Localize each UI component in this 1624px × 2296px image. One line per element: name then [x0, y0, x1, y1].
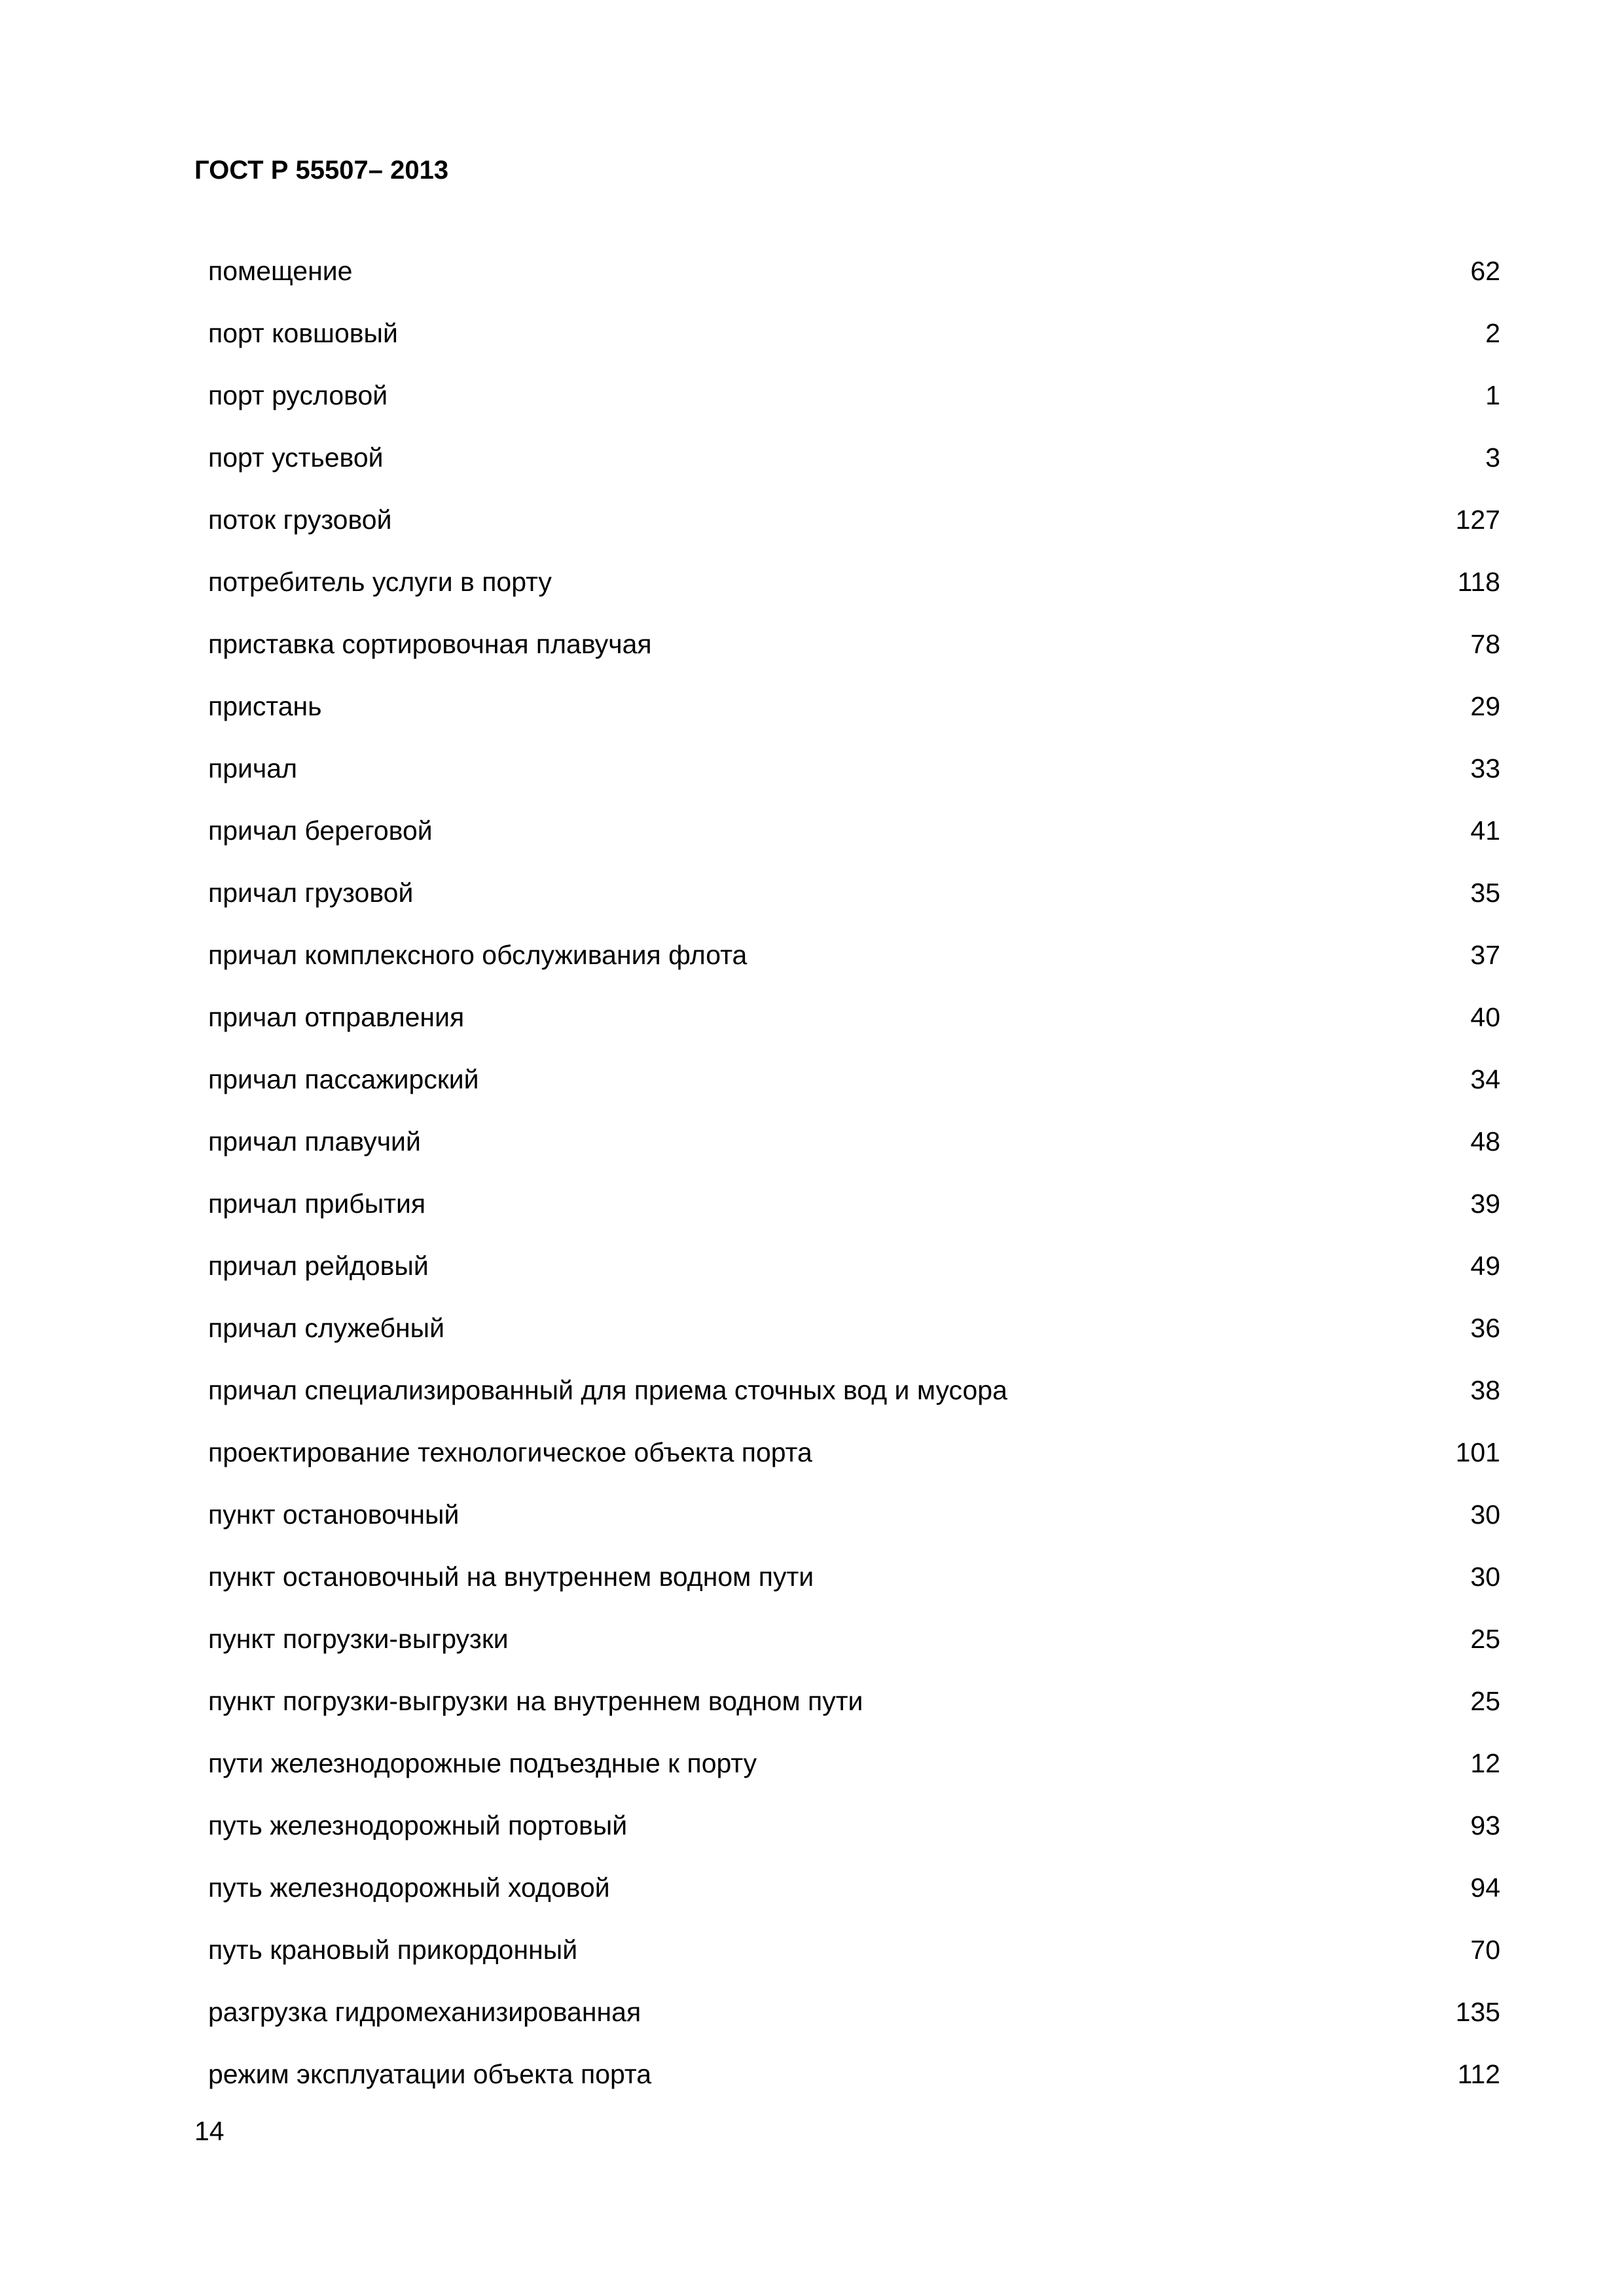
index-reference-number: 3 [1485, 442, 1500, 473]
index-reference-number: 70 [1470, 1934, 1500, 1965]
index-entry [208, 364, 1500, 426]
index-term: порт русловой [208, 380, 388, 410]
index-term: причал прибытия [208, 1188, 426, 1219]
index-entry [208, 550, 1500, 613]
index-entry [208, 986, 1500, 1048]
index-term: приставка сортировочная плавучая [208, 628, 652, 659]
index-reference-number: 48 [1470, 1126, 1500, 1157]
index-entry [208, 1607, 1500, 1670]
index-term: причал служебный [208, 1312, 445, 1343]
index-reference-number: 35 [1470, 877, 1500, 908]
index-entry [208, 613, 1500, 675]
index-entry [208, 1172, 1500, 1234]
index-entry [208, 1048, 1500, 1110]
index-term: причал [208, 753, 297, 783]
index-reference-number: 38 [1470, 1374, 1500, 1405]
index-reference-number: 25 [1470, 1623, 1500, 1654]
index-reference-number: 49 [1470, 1250, 1500, 1281]
index-term: режим эксплуатации объекта порта [208, 2058, 652, 2089]
index-reference-number: 41 [1470, 815, 1500, 846]
index-term: пункт остановочный [208, 1499, 460, 1530]
index-entry [208, 488, 1500, 550]
index-reference-number: 94 [1470, 1872, 1500, 1903]
index-reference-number: 127 [1455, 504, 1500, 535]
index-reference-number: 40 [1470, 1001, 1500, 1032]
index-reference-number: 29 [1470, 691, 1500, 721]
index-term: потребитель услуги в порту [208, 566, 552, 597]
index-term: причал рейдовый [208, 1250, 429, 1281]
index-entry [208, 1732, 1500, 1794]
index-reference-number: 30 [1470, 1561, 1500, 1592]
index-term: путь железнодорожный портовый [208, 1810, 628, 1840]
index-term: причал специализированный для приема сточных вод и мусора [208, 1374, 1007, 1405]
index-entry [208, 1234, 1500, 1297]
index-entry [208, 1856, 1500, 1918]
index-entry [208, 1359, 1500, 1421]
index-entry [208, 240, 1500, 302]
index-term: причал береговой [208, 815, 433, 846]
index-entry [208, 302, 1500, 364]
index-reference-number: 33 [1470, 753, 1500, 783]
index-term: причал пассажирский [208, 1064, 479, 1094]
index-reference-number: 30 [1470, 1499, 1500, 1530]
index-entry [208, 1483, 1500, 1545]
index-reference-number: 62 [1470, 255, 1500, 286]
index-reference-number: 78 [1470, 628, 1500, 659]
index-term: путь крановый прикордонный [208, 1934, 578, 1965]
index-term: порт ковшовый [208, 317, 398, 348]
index-entry [208, 1981, 1500, 2043]
term-index-list [208, 240, 1500, 2105]
index-term: пункт остановочный на внутреннем водном пути [208, 1561, 814, 1592]
index-entry [208, 924, 1500, 986]
index-term: проектирование технологическое объекта порта [208, 1437, 812, 1467]
index-term: пути железнодорожные подъездные к порту [208, 1748, 757, 1778]
index-term: пункт погрузки-выгрузки на внутреннем водном пути [208, 1685, 863, 1716]
index-term: причал комплексного обслуживания флота [208, 939, 748, 970]
index-entry [208, 737, 1500, 799]
index-term: путь железнодорожный ходовой [208, 1872, 610, 1903]
index-entry [208, 1545, 1500, 1607]
index-reference-number: 34 [1470, 1064, 1500, 1094]
index-reference-number: 37 [1470, 939, 1500, 970]
index-entry [208, 426, 1500, 488]
index-reference-number: 93 [1470, 1810, 1500, 1840]
index-term: помещение [208, 255, 353, 286]
index-reference-number: 36 [1470, 1312, 1500, 1343]
index-entry [208, 1670, 1500, 1732]
page-number: 14 [194, 2116, 225, 2146]
index-reference-number: 12 [1470, 1748, 1500, 1778]
index-term: пристань [208, 691, 322, 721]
index-entry [208, 1918, 1500, 1981]
index-term: причал грузовой [208, 877, 414, 908]
index-term: пункт погрузки-выгрузки [208, 1623, 509, 1654]
index-term: разгрузка гидромеханизированная [208, 1996, 641, 2027]
index-term: порт устьевой [208, 442, 384, 473]
index-entry [208, 1794, 1500, 1856]
index-reference-number: 25 [1470, 1685, 1500, 1716]
index-reference-number: 39 [1470, 1188, 1500, 1219]
document-code-header: ГОСТ Р 55507– 2013 [194, 156, 449, 185]
index-reference-number: 101 [1455, 1437, 1500, 1467]
index-reference-number: 112 [1457, 2058, 1500, 2089]
index-entry [208, 1110, 1500, 1172]
index-term: причал отправления [208, 1001, 465, 1032]
index-entry [208, 2043, 1500, 2105]
index-reference-number: 1 [1485, 380, 1500, 410]
index-entry [208, 1297, 1500, 1359]
index-entry [208, 861, 1500, 924]
index-entry [208, 675, 1500, 737]
index-reference-number: 118 [1457, 566, 1500, 597]
index-term: поток грузовой [208, 504, 392, 535]
index-term: причал плавучий [208, 1126, 421, 1157]
index-entry [208, 1421, 1500, 1483]
index-reference-number: 2 [1485, 317, 1500, 348]
index-reference-number: 135 [1455, 1996, 1500, 2027]
index-entry [208, 799, 1500, 861]
